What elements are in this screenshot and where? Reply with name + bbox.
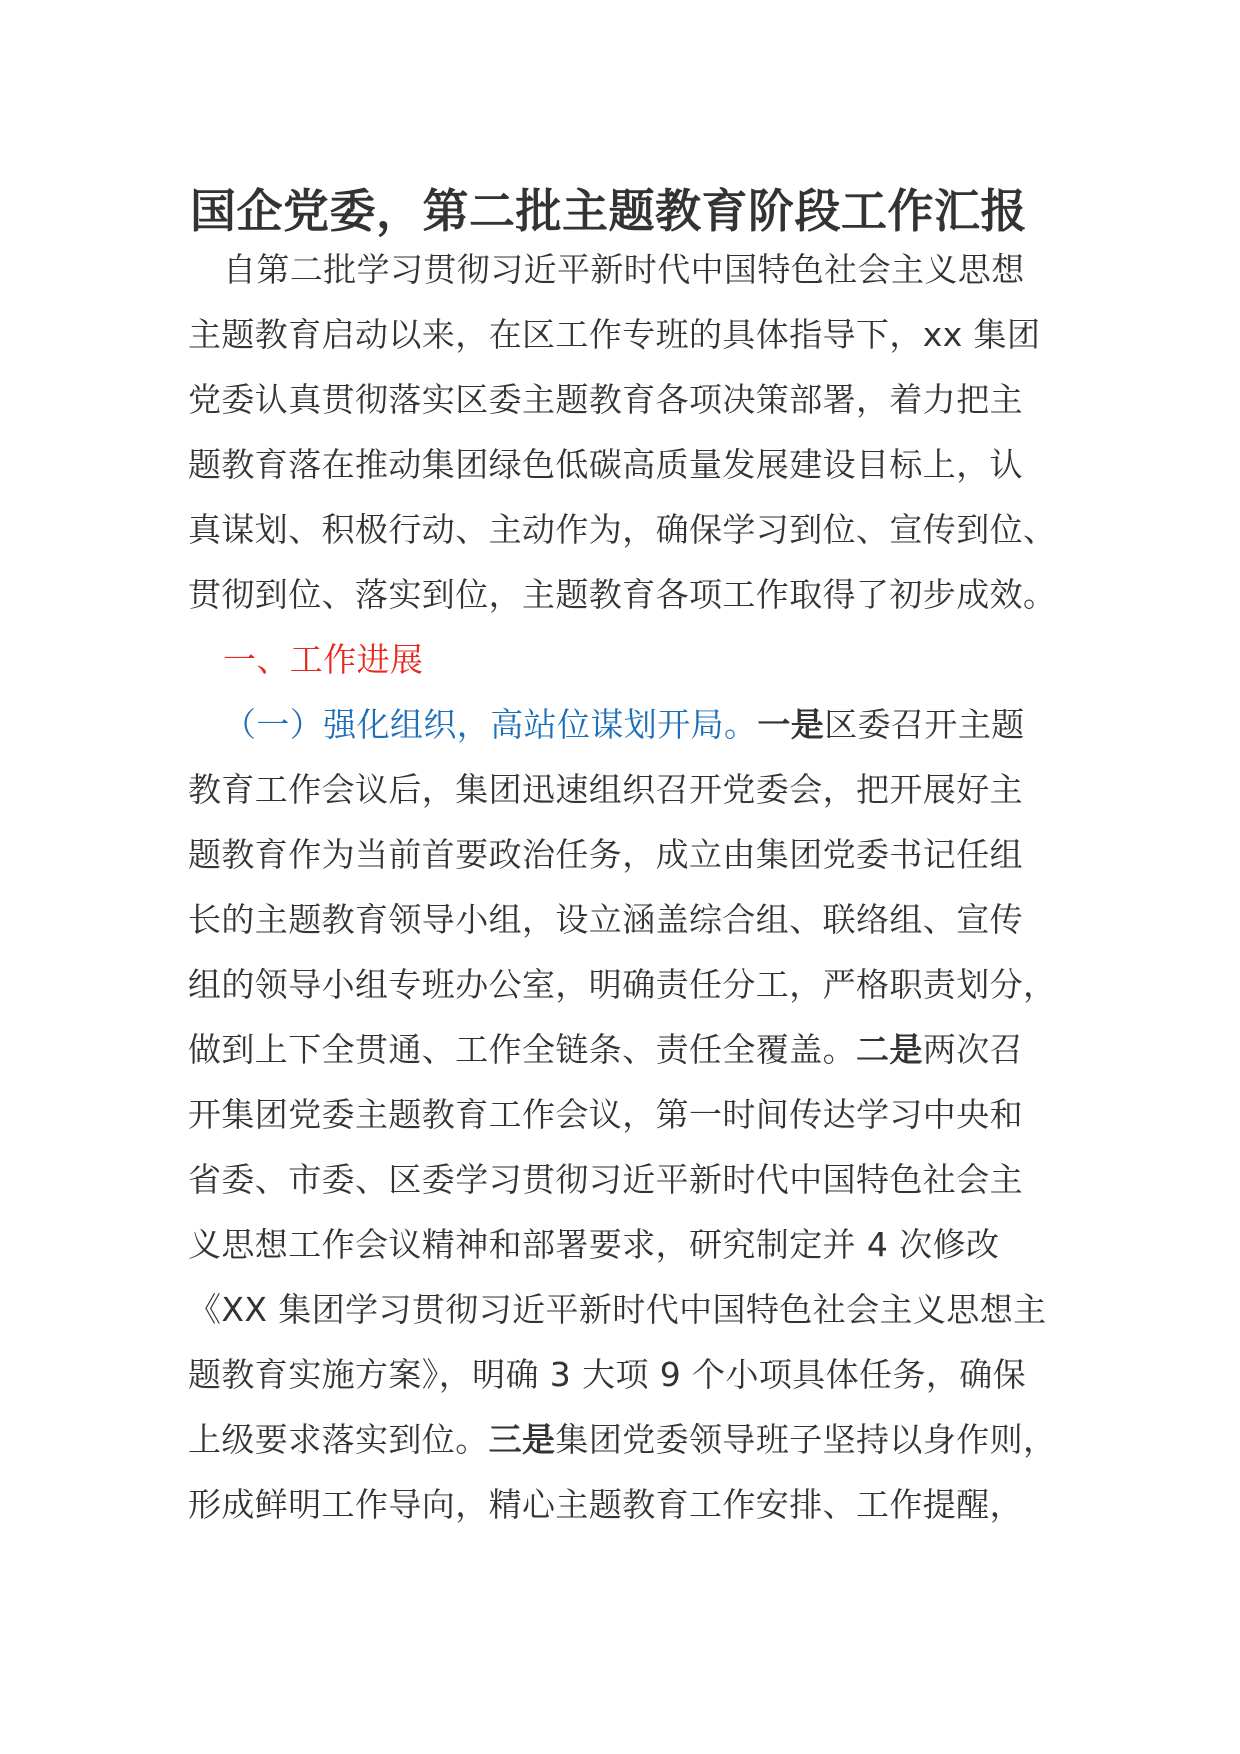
subsection-heading: （一）强化组织，高站位谋划开局。 <box>223 705 758 744</box>
line-text: 两次召 <box>922 1030 1024 1069</box>
section-heading: 一、工作进展 <box>223 640 424 679</box>
paragraph-line <box>188 1407 1060 1472</box>
line-text: 集团党委领导班子坚持以身作则， <box>555 1420 1057 1459</box>
paragraph-line: 题教育作为当前首要政治任务，成立由集团党委书记任组 <box>188 835 1023 874</box>
paragraph-line: 题教育落在推动集团绿色低碳高质量发展建设目标上，认 <box>188 445 1023 484</box>
paragraph-line: 长的主题教育领导小组，设立涵盖综合组、联络组、宣传 <box>188 900 1023 939</box>
line-text: 做到上下全贯通、工作全链条、责任全覆盖。 <box>188 1030 856 1069</box>
point-marker: 三是 <box>488 1420 556 1459</box>
paragraph-line: 义思想工作会议精神和部署要求，研究制定并 4 次修改 <box>188 1225 1000 1264</box>
paragraph-line: 主题教育启动以来，在区工作专班的具体指导下，xx 集团 <box>188 315 1041 354</box>
paragraph-line: 贯彻到位、落实到位，主题教育各项工作取得了初步成效。 <box>188 575 1057 614</box>
subsection-line <box>188 692 1060 757</box>
paragraph-line: 真谋划、积极行动、主动作为，确保学习到位、宣传到位、 <box>188 510 1057 549</box>
paragraph-line: 题教育实施方案》，明确 3 大项 9 个小项具体任务，确保 <box>188 1355 1027 1394</box>
document-title: 国企党委，第二批主题教育阶段工作汇报 <box>190 184 1027 238</box>
paragraph-line <box>188 1017 1060 1082</box>
paragraph-line: 组的领导小组专班办公室，明确责任分工，严格职责划分， <box>188 965 1057 1004</box>
paragraph-line: 省委、市委、区委学习贯彻习近平新时代中国特色社会主 <box>188 1160 1023 1199</box>
paragraph-line: 《XX 集团学习贯彻习近平新时代中国特色社会主义思想主 <box>188 1290 1047 1329</box>
paragraph-line: 自第二批学习贯彻习近平新时代中国特色社会主义思想 <box>223 250 1025 289</box>
paragraph-line: 形成鲜明工作导向，精心主题教育工作安排、工作提醒， <box>188 1485 1023 1524</box>
document-body <box>188 237 1060 1537</box>
paragraph-line: 开集团党委主题教育工作会议，第一时间传达学习中央和 <box>188 1095 1023 1134</box>
point-marker: 二是 <box>856 1030 923 1069</box>
paragraph-line: 教育工作会议后，集团迅速组织召开党委会，把开展好主 <box>188 770 1023 809</box>
line-text: 区委召开主题 <box>824 705 1025 744</box>
paragraph-line: 党委认真贯彻落实区委主题教育各项决策部署，着力把主 <box>188 380 1023 419</box>
point-marker: 一是 <box>757 705 825 744</box>
line-text: 上级要求落实到位。 <box>188 1420 489 1459</box>
